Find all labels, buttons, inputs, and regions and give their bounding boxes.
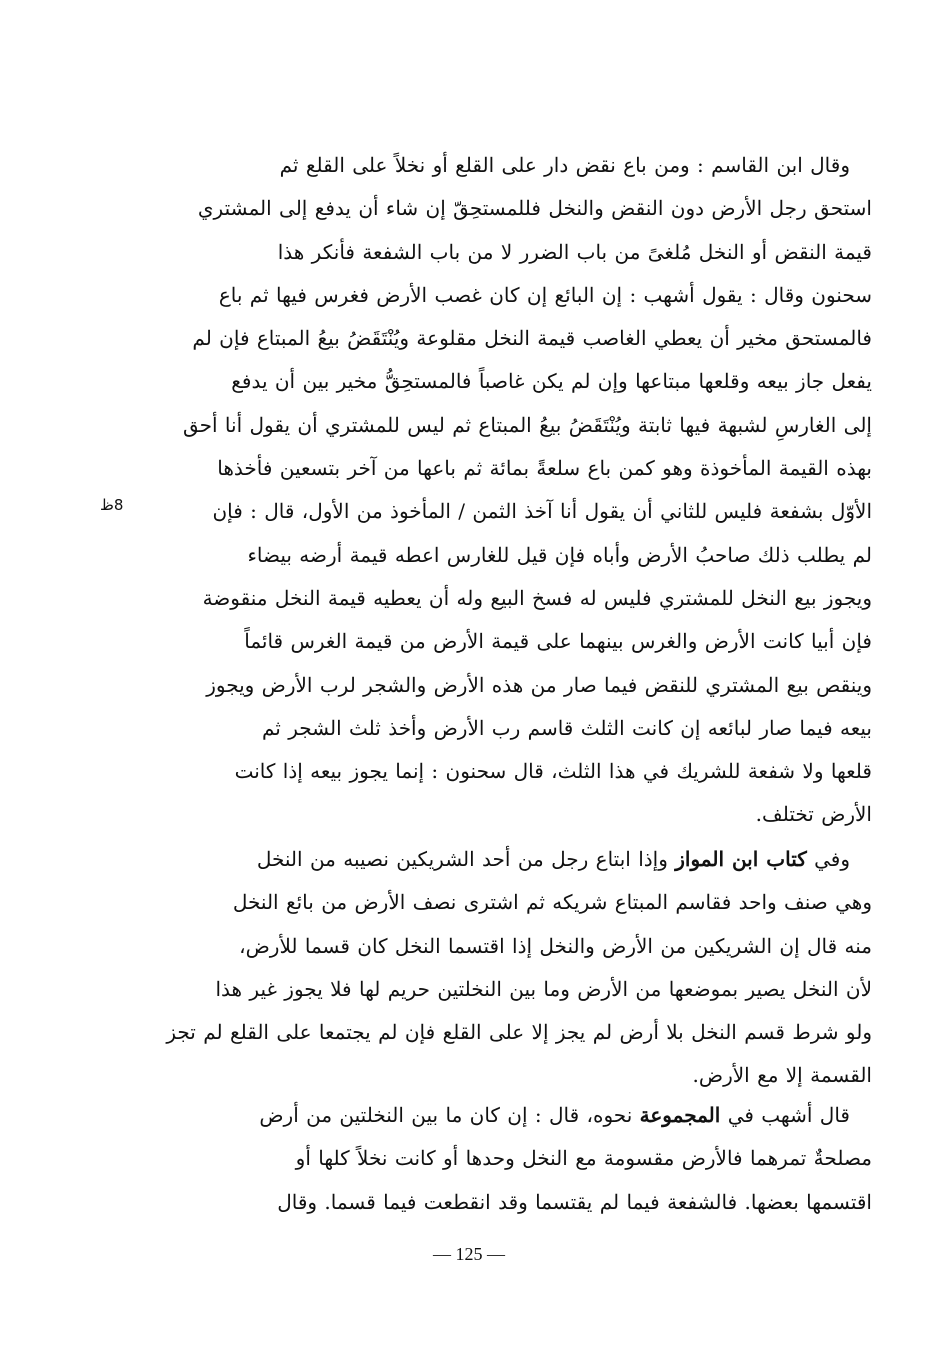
- paragraph-line: [158, 1137, 872, 1180]
- line-text: وهي صنف واحد فقاسم المبتاع شريكه ثم اشترى نصف الأرض من بائع النخل: [232, 890, 872, 915]
- line-text: نحوه، قال : إن كان ما بين النخلتين من أرض: [259, 1103, 633, 1127]
- line-text: وإذا ابتاع رجل من أحد الشريكين نصيبه من النخل: [256, 847, 668, 871]
- paragraph-line: [158, 274, 872, 317]
- line-lead-text: قال أشهب في: [727, 1103, 850, 1127]
- paragraph-line: [158, 968, 872, 1011]
- paragraph-line: [158, 925, 872, 968]
- paragraph-line: [158, 231, 872, 274]
- paragraph-line: [158, 793, 872, 836]
- line-text: مصلحةٌ تمرهما فالأرض مقسومة مع النخل وحدها أو كانت نخلاً كلها أو: [295, 1146, 872, 1171]
- line-text: قلعها ولا شفعة للشريك في هذا الثلث، قال سحنون : إنما يجوز بيعه إذا كانت: [234, 759, 872, 784]
- paragraph-3: [158, 1094, 872, 1224]
- line-text: وينقص بيع المشتري للنقض فيما صار من هذه الأرض والشجر لرب الأرض ويجوز: [206, 672, 872, 697]
- page-number: — 125 —: [433, 1244, 505, 1264]
- paragraph-line: [158, 360, 872, 403]
- line-text: فإن أبيا كانت الأرض والغرس بينهما على قيمة الأرض من قيمة الغرس قائماً: [244, 629, 872, 654]
- paragraph-line: [158, 317, 872, 360]
- paragraph-line: [158, 404, 872, 447]
- line-text: بيعه فيما صار لبائعه إن كانت الثلث قاسم رب الأرض وأخذ ثلث الشجر ثم: [261, 715, 872, 740]
- paragraph-line: [158, 664, 872, 707]
- paragraph-line: [158, 620, 872, 663]
- paragraph-line: [158, 447, 872, 490]
- paragraph-line: [158, 1054, 872, 1097]
- paragraph-2: [158, 838, 872, 1098]
- paragraph-line: [158, 838, 872, 881]
- paragraph-line: [158, 1181, 872, 1224]
- paragraph-line: [158, 577, 872, 620]
- paragraph-line: [158, 144, 872, 187]
- paragraph-line: [158, 534, 872, 577]
- line-text: ويجوز بيع النخل للمشتري فليس له فسخ البيع وله أن يعطيه قيمة النخل منقوضة: [202, 585, 872, 610]
- line-lead-text: وفي: [814, 847, 850, 871]
- line-text: سحنون وقال : يقول أشهب : إن البائع إن كان غصب الأرض فغرس فيها ثم باع: [218, 282, 872, 307]
- line-text: يفعل جاز بيعه وقلعها مبتاعها وإن لم يكن غاصباً فالمستحِقُّ مخير بين أن يدفع: [231, 369, 872, 394]
- line-text: قيمة النقض أو النخل مُلغىً من باب الضرر لا من باب الشفعة فأنكر هذا: [277, 239, 872, 264]
- paragraph-line: [158, 1011, 872, 1054]
- line-text: القسمة إلا مع الأرض.: [692, 1063, 872, 1088]
- source-title: المجموعة: [639, 1103, 721, 1127]
- paragraph-1: [158, 144, 872, 837]
- line-text: استحق رجل الأرض دون النقض والنخل فللمستحِقّ إن شاء أن يدفع إلى المشتري: [197, 196, 872, 221]
- line-text: فالمستحق مخير أن يعطي الغاصب قيمة النخل مقلوعة ويُنْتَقَضُ بيعُ المبتاع فإن لم: [192, 326, 872, 351]
- paragraph-line: [158, 187, 872, 230]
- line-text: اقتسمها بعضها. فالشفعة فيما لم يقتسما وقد انقطعت فيما قسما. وقال: [277, 1189, 872, 1214]
- paragraph-line: [158, 707, 872, 750]
- line-text: ولو شرط قسم النخل بلا أرض لم يجز إلا على القلع فإن لم يجتمعا على القلع لم تجز: [166, 1020, 872, 1045]
- line-text: منه قال إن الشريكين من الأرض والنخل إذا اقتسما النخل كان قسما للأرض،: [239, 933, 872, 958]
- source-title: كتاب ابن المواز: [675, 847, 807, 871]
- line-text: لأن النخل يصير بموضعها من الأرض وما بين النخلتين حريم لها فلا يجوز غير هذا: [215, 976, 872, 1001]
- line-text: لم يطلب ذلك صاحبُ الأرض وأباه فإن قيل للغارس اعطه قيمة أرضه بيضاء: [247, 542, 872, 567]
- margin-folio-marker: 8ظ: [100, 496, 124, 514]
- line-text: بهذه القيمة المأخوذة وهو كمن باع سلعةً بمائة ثم باعها من آخر بتسعين فأخذها: [217, 456, 872, 481]
- paragraph-line: [158, 750, 872, 793]
- paragraph-line: [158, 1094, 872, 1137]
- paragraph-line: [158, 881, 872, 924]
- line-text: الأرض تختلف.: [755, 802, 872, 827]
- paragraph-line: [158, 490, 872, 533]
- line-text: وقال ابن القاسم : ومن باع نقض دار على القلع أو نخلاً على القلع ثم: [279, 153, 850, 177]
- line-text: إلى الغارسِ لشبهة فيها ثابتة ويُنْتَقَضُ بيعُ المبتاع ثم ليس للمشتري أن يقول أنا أحق: [182, 412, 872, 437]
- line-text: الأوّل بشفعة فليس للثاني أن يقول أنا آخذ الثمن / المأخوذ من الأول، قال : فإن: [212, 499, 872, 524]
